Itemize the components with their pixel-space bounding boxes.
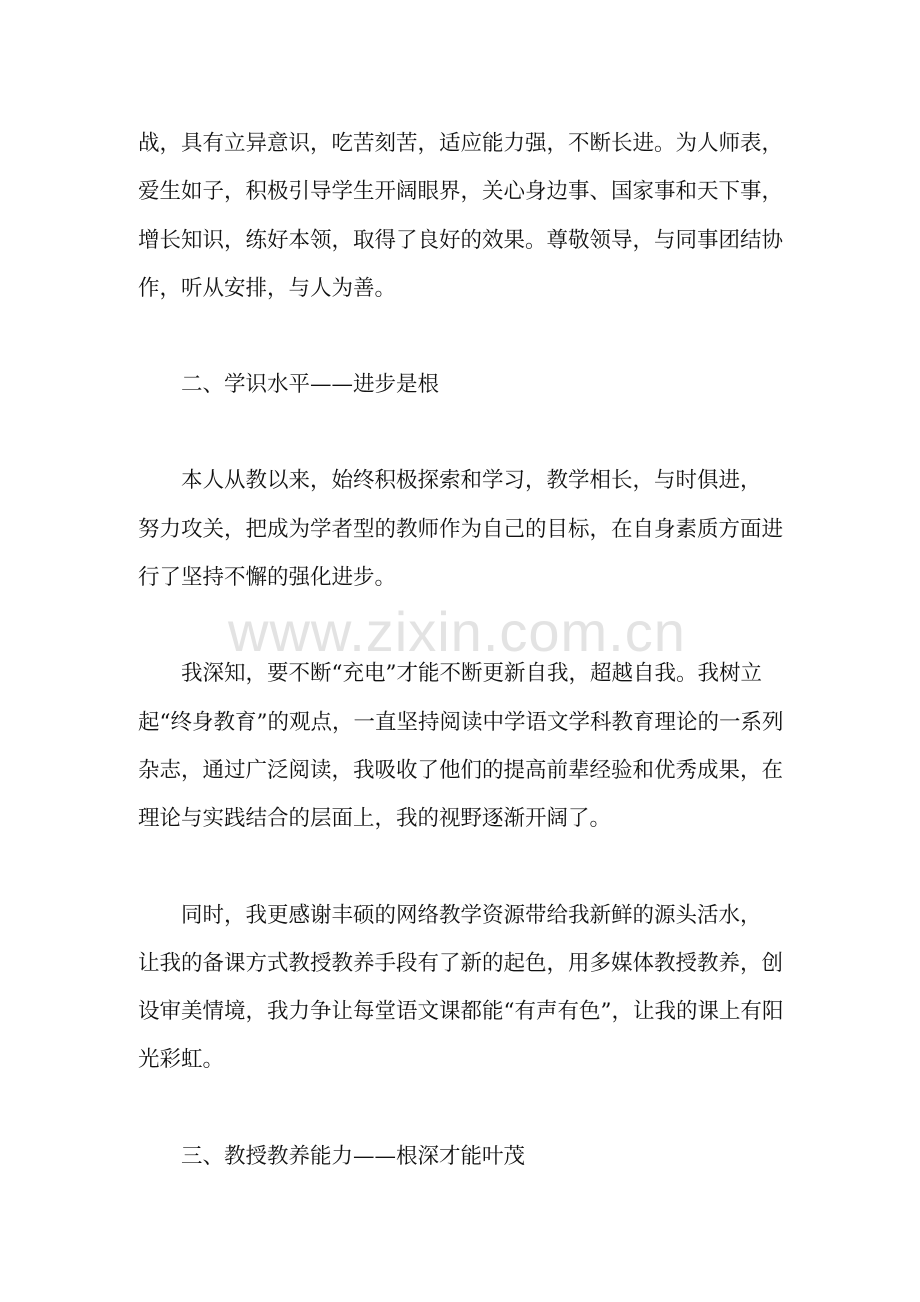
paragraph — [138, 457, 784, 602]
text-line: 增长知识，练好本领，取得了良好的效果。尊敬领导，与同事团结协 — [138, 227, 784, 253]
text-line: 起“终身教育”的观点，一直坚持阅读中学语文学科教育理论的一系列 — [138, 709, 784, 735]
text-line: 同时，我更感谢丰硕的网络教学资源带给我新鲜的源头活水， — [181, 902, 762, 928]
text-line: 理论与实践结合的层面上，我的视野逐渐开阔了。 — [138, 806, 612, 832]
text-line: 我深知，要不断“充电”才能不断更新自我，超越自我。我树立 — [181, 661, 762, 687]
section-heading-3: 三、教授教养能力——根深才能叶茂 — [181, 1143, 526, 1169]
text-line: 让我的备课方式教授教养手段有了新的起色，用多媒体教授教养，创 — [138, 950, 784, 976]
text-line: 爱生如子，积极引导学生开阔眼界，关心身边事、国家事和天下事， — [138, 179, 784, 205]
paragraph — [138, 650, 784, 843]
text-line: 光彩虹。 — [138, 1047, 225, 1073]
text-line: 行了坚持不懈的强化进步。 — [138, 565, 397, 591]
text-line: 努力攻关，把成为学者型的教师作为自己的目标，在自身素质方面进 — [138, 516, 784, 542]
text-line: 本人从教以来，始终积极探索和学习，教学相长，与时俱进， — [181, 468, 762, 494]
paragraph-continued — [138, 120, 784, 313]
text-line: 作，听从安排，与人为善。 — [138, 275, 397, 301]
section-heading-2: 二、学识水平——进步是根 — [181, 372, 440, 398]
text-line: 战，具有立异意识，吃苦刻苦，适应能力强，不断长进。为人师表， — [138, 131, 784, 156]
text-line: 杂志，通过广泛阅读，我吸收了他们的提高前辈经验和优秀成果，在 — [138, 757, 784, 783]
paragraph — [138, 892, 784, 1085]
document-page — [138, 120, 784, 1181]
text-line: 设审美情境，我力争让每堂语文课都能“有声有色”，让我的课上有阳 — [138, 999, 784, 1025]
watermark: www.zixin.com.cn — [228, 600, 686, 663]
